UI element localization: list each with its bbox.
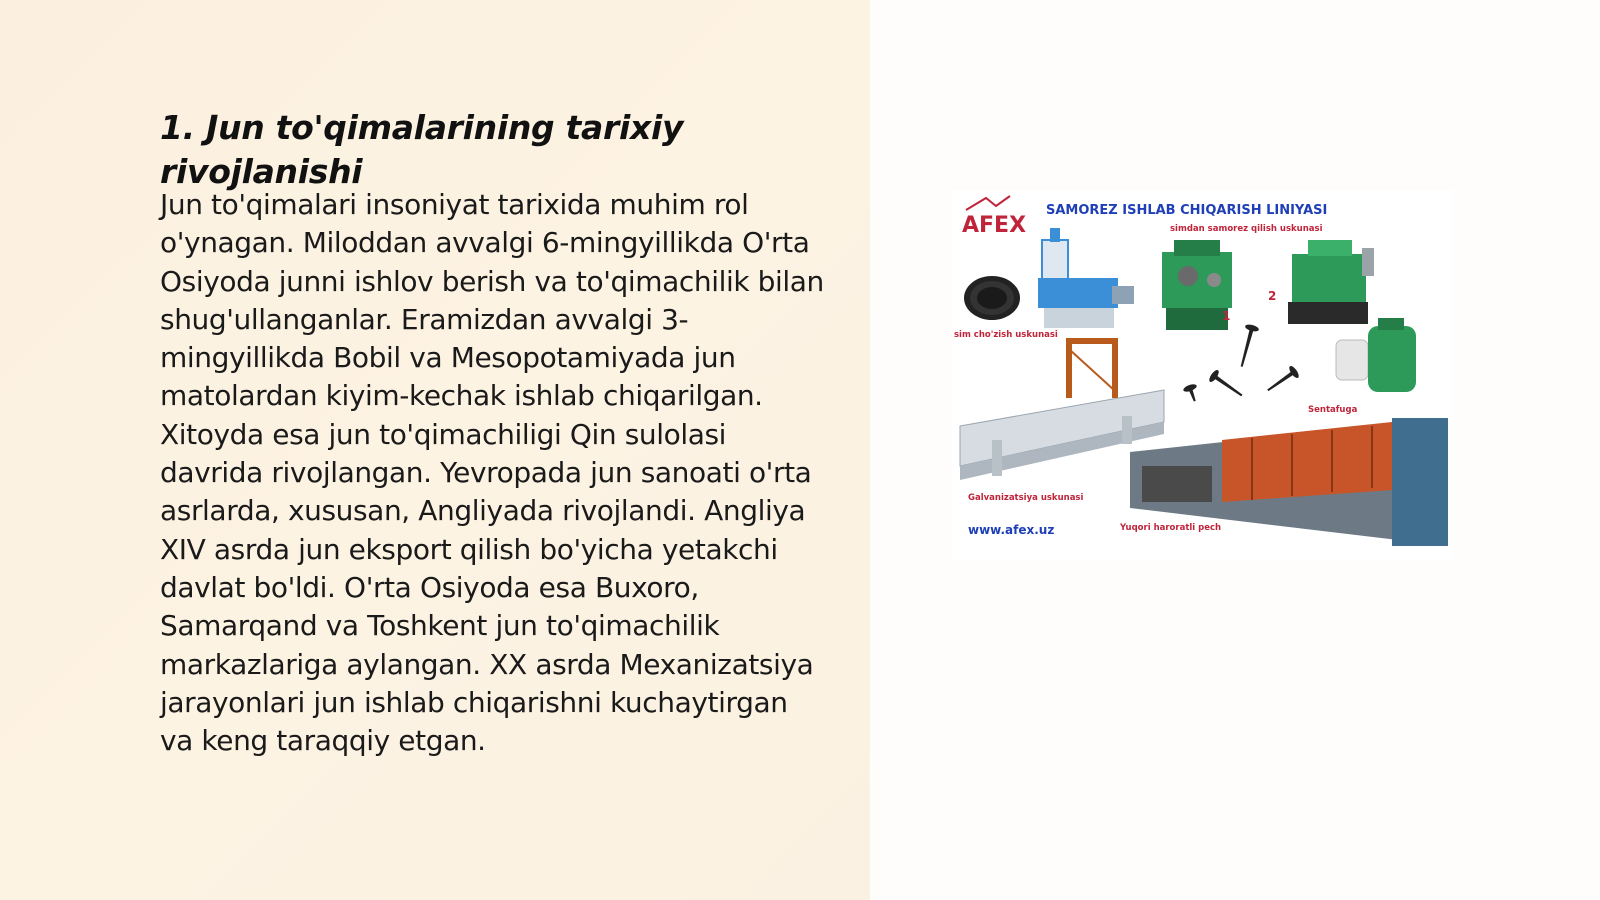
figure-website: www.afex.uz <box>968 523 1055 537</box>
machine-marker-2: 2 <box>1268 289 1277 303</box>
figure-heading: SAMOREZ ISHLAB CHIQARISH LINIYASI <box>1046 203 1328 218</box>
production-line-figure <box>952 190 1452 560</box>
thread-rolling-machine-icon <box>1288 240 1374 324</box>
screw-icons <box>1182 323 1300 403</box>
production-line-illustration <box>952 190 1452 560</box>
logo-text: AFEX <box>962 213 1027 238</box>
afex-logo <box>962 196 1026 238</box>
slide-title: 1. Jun to'qimalarining tarixiy rivojlanishi <box>160 108 684 191</box>
label-centrifuge: Sentafuga <box>1308 405 1358 415</box>
wire-coil-icon <box>964 276 1020 320</box>
wire-drawing-machine-icon <box>1038 228 1134 328</box>
label-galvanizing: Galvanizatsiya uskunasi <box>968 493 1084 503</box>
slide-body-text: Jun to'qimalari insoniyat tarixida muhim rol o'ynagan. Miloddan avvalgi 6-mingyillikda O'rta Osiyoda junni ishlov berish va to'qimachilik bilan shug'ullanganlar. Eramizdan avvalgi 3-mingyillikda Bobil va Mesopotamiyada jun matolardan kiyim-kechak ishlab chiqarilgan. Xitoyda esa jun to'qimachiligi Qin sulolasi davrida rivojlangan. Yevropada jun sanoati o'rta asrlarda, xususan, Angliyada rivojlandi. Angliya XIV asrda jun eksport qilish bo'yicha yetakchi davlat bo'ldi. O'rta Osiyoda esa Buxoro, Samarqand va Toshkent jun to'qimachilik markazlariga aylangan. XX asrda Mexanizatsiya jarayonlari jun ishlab chiqarishni kuchaytirgan va keng taraqqiy etgan. <box>160 188 824 758</box>
centrifuge-icon <box>1336 318 1416 392</box>
machine-marker-1: 1 <box>1222 309 1231 323</box>
label-furnace: Yuqori haroratli pech <box>1120 523 1222 533</box>
figure-subheading: simdan samorez qilish uskunasi <box>1170 224 1323 234</box>
label-wire-drawing: sim cho'zish uskunasi <box>954 330 1058 340</box>
